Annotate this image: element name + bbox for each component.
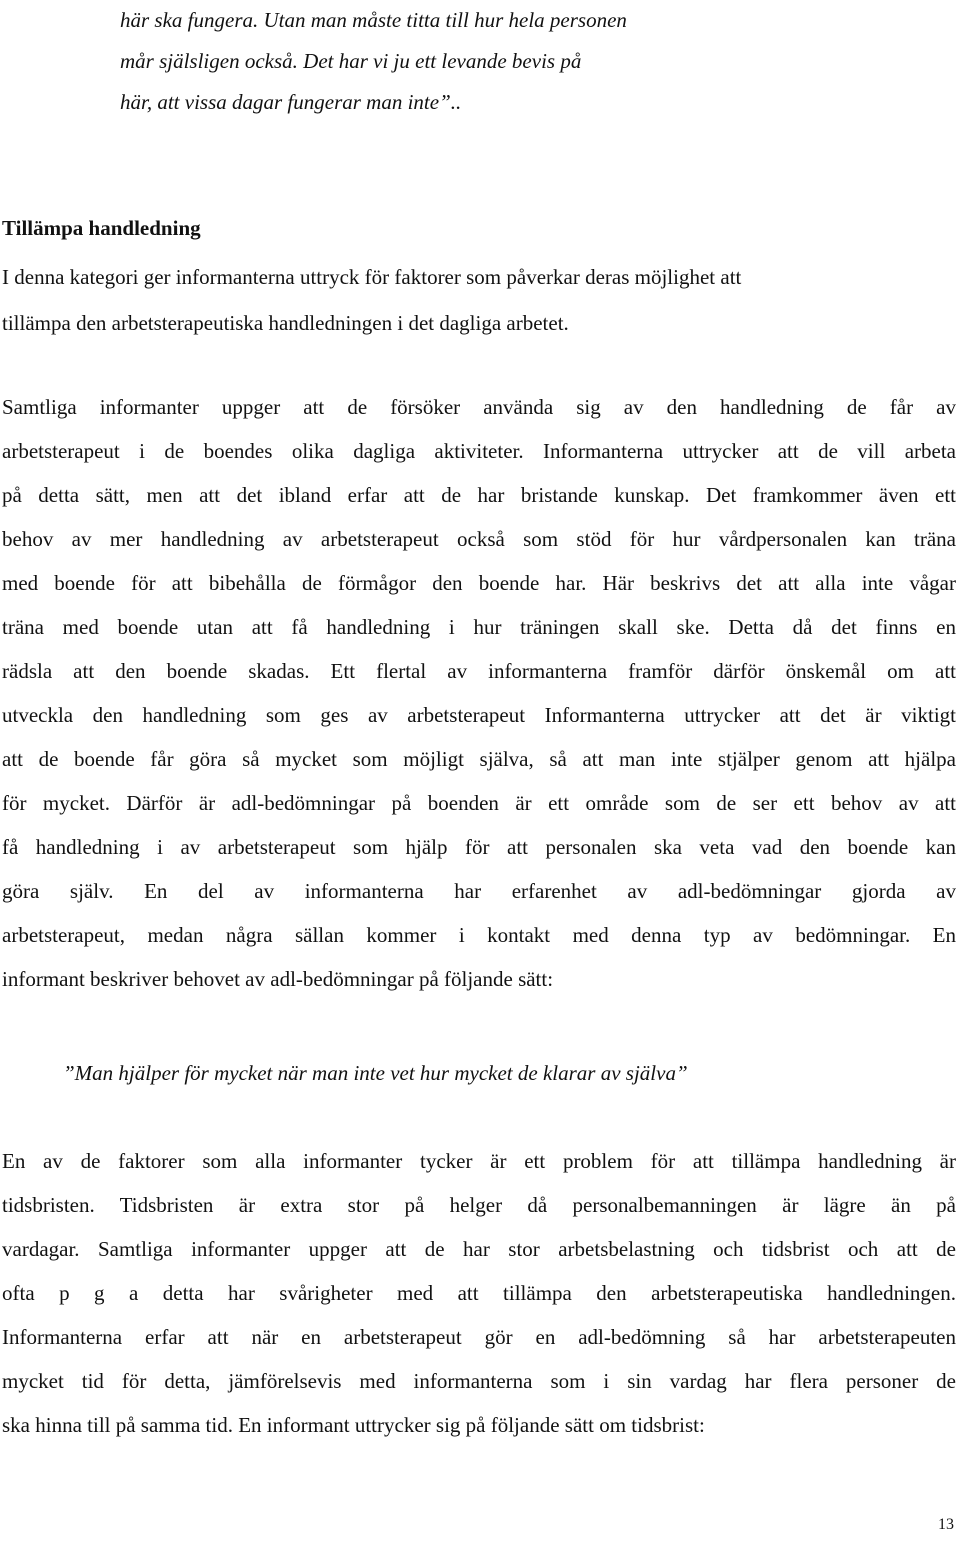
paragraph-line: med boende för att bibehålla de förmågor den boende har. Här beskrivs det att alla inte vågar bbox=[2, 571, 956, 595]
paragraph-line: Samtliga informanter uppger att de försöker använda sig av den handledning de får av bbox=[2, 395, 956, 419]
quote-line: här ska fungera. Utan man måste titta till hur hela personen bbox=[120, 8, 627, 32]
block-quote-middle: ”Man hjälper för mycket när man inte vet hur mycket de klarar av själva” bbox=[63, 1061, 688, 1085]
paragraph-line: ska hinna till på samma tid. En informant uttrycker sig på följande sätt om tidsbrist: bbox=[2, 1413, 705, 1437]
section-heading: Tillämpa handledning bbox=[2, 216, 201, 240]
paragraph-line: rädsla att den boende skadas. Ett flertal av informanterna framför därför önskemål om att bbox=[2, 659, 956, 683]
intro-line: I denna kategori ger informanterna uttryck för faktorer som påverkar deras möjlighet att bbox=[2, 265, 742, 289]
paragraph-line: träna med boende utan att få handledning i hur träningen skall ske. Detta då det finns en bbox=[2, 615, 956, 639]
paragraph-line: få handledning i av arbetsterapeut som hjälp för att personalen ska veta vad den boende kan bbox=[2, 835, 956, 859]
quote-line: mår själsligen också. Det har vi ju ett levande bevis på bbox=[120, 49, 582, 73]
quote-line: här, att vissa dagar fungerar man inte”.. bbox=[120, 90, 462, 114]
paragraph-line: arbetsterapeut, medan några sällan kommer i kontakt med denna typ av bedömningar. En bbox=[2, 923, 956, 947]
intro-line: tillämpa den arbetsterapeutiska handledningen i det dagliga arbetet. bbox=[2, 311, 569, 335]
paragraph-line: tidsbristen. Tidsbristen är extra stor på helger då personalbemanningen är lägre än på bbox=[2, 1193, 956, 1217]
paragraph-line: göra själv. En del av informanterna har erfarenhet av adl-bedömningar gjorda av bbox=[2, 879, 956, 903]
paragraph-line: behov av mer handledning av arbetsterapeut också som stöd för hur vårdpersonalen kan träna bbox=[2, 527, 956, 551]
paragraph-line: utveckla den handledning som ges av arbetsterapeut Informanterna uttrycker att det är viktigt bbox=[2, 703, 956, 727]
section-intro bbox=[2, 254, 957, 346]
paragraph-line: på detta sätt, men att det ibland erfar att de har bristande kunskap. Det framkommer även ett bbox=[2, 483, 956, 507]
paragraph-line: vardagar. Samtliga informanter uppger att de har stor arbetsbelastning och tidsbrist och att de bbox=[2, 1237, 956, 1261]
paragraph-line: mycket tid för detta, jämförelsevis med informanterna som i sin vardag har flera personer de bbox=[2, 1369, 956, 1393]
page-number: 13 bbox=[938, 1516, 954, 1533]
body-paragraph-1 bbox=[2, 385, 956, 1001]
body-paragraph-2 bbox=[2, 1139, 956, 1447]
paragraph-line: ofta p g a detta har svårigheter med att tillämpa den arbetsterapeutiska handledningen. bbox=[2, 1281, 956, 1305]
paragraph-line: En av de faktorer som alla informanter tycker är ett problem för att tillämpa handledning är bbox=[2, 1149, 956, 1173]
paragraph-line: för mycket. Därför är adl-bedömningar på boenden är ett område som de ser ett behov av att bbox=[2, 791, 956, 815]
paragraph-line: att de boende får göra så mycket som möjligt själva, så att man inte stjälper genom att hjälpa bbox=[2, 747, 956, 771]
paragraph-line: Informanterna erfar att när en arbetsterapeut gör en adl-bedömning så har arbetsterapeuten bbox=[2, 1325, 956, 1349]
paragraph-line: informant beskriver behovet av adl-bedömningar på följande sätt: bbox=[2, 967, 554, 991]
block-quote-top bbox=[120, 0, 820, 123]
paragraph-line: arbetsterapeut i de boendes olika dagliga aktiviteter. Informanterna uttrycker att de vill arbeta bbox=[2, 439, 956, 463]
